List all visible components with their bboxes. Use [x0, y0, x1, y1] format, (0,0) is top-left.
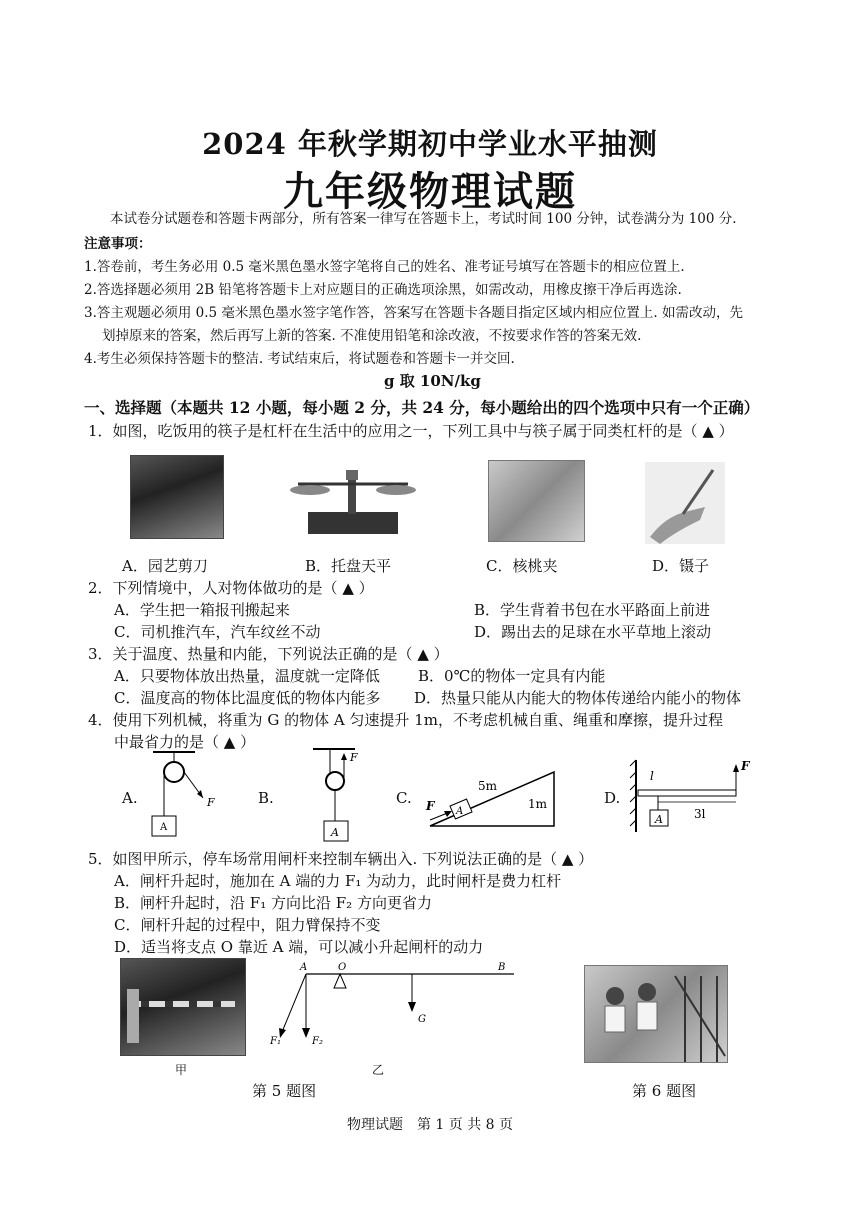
q5-option-a: A．闸杆升起时，施加在 A 端的力 F₁ 为动力，此时闸杆是费力杠杆 [114, 872, 562, 890]
gate-lever-diagram [262, 958, 522, 1058]
q4-label-a: A. [122, 789, 138, 807]
q3-option-a: A．只要物体放出热量，温度就一定降低 [114, 667, 380, 685]
q1-option-a: A．园艺剪刀 [122, 557, 208, 575]
fig5-label-jia: 甲 [175, 1063, 188, 1077]
q3-option-c: C．温度高的物体比温度低的物体内能多 [114, 689, 381, 707]
q5-option-c: C．闸杆升起的过程中，阻力臂保持不变 [114, 916, 381, 934]
q1-option-d: D．镊子 [652, 557, 710, 575]
q3-option-b: B．0℃的物体一定具有内能 [418, 667, 606, 685]
q4-label-b: B. [258, 789, 274, 807]
q3-option-d: D．热量只能从内能大的物体传递给内能小的物体 [414, 689, 742, 707]
fixed-pulley-diagram [145, 748, 235, 848]
incline-diagram [420, 768, 560, 830]
q4-c-block-label: A [456, 806, 464, 817]
nutcracker-image [488, 460, 585, 542]
g-value: g 取 10N/kg [384, 372, 481, 390]
fig5-caption: 第 5 题图 [252, 1082, 317, 1100]
q2-option-b: B．学生背着书包在水平路面上前进 [474, 601, 711, 619]
exam-title: 2024 年秋学期初中学业水平抽测 [202, 127, 658, 161]
note-item: 划掉原来的答案，然后再写上新的答案. 不准使用铅笔和涂改液，不按要求作答的答案无效. [102, 328, 642, 344]
note-item: 2.答选择题必须用 2B 铅笔将答题卡上对应题目的正确选项涂黑，如需改动，用橡皮擦干净后再选涂. [84, 282, 682, 298]
q2-option-d: D．踢出去的足球在水平草地上滚动 [474, 623, 712, 641]
q4-stem: 4．使用下列机械，将重为 G 的物体 A 匀速提升 1m，不考虑机械自重、绳重和摩擦，提升过程 [88, 711, 723, 729]
fig5-label-yi: 乙 [372, 1063, 385, 1077]
q3-stem: 3．关于温度、热量和内能，下列说法正确的是（ ▲ ） [88, 645, 449, 663]
q4-d-short-arm-label: l [650, 769, 654, 783]
q4-a-force-label: F [207, 796, 215, 809]
garden-shears-image [130, 455, 224, 539]
q4-c-length-label: 5m [478, 779, 498, 793]
fig6-caption: 第 6 题图 [632, 1082, 697, 1100]
q4-c-height-label: 1m [528, 797, 548, 811]
q4-b-force-label: F [350, 751, 358, 764]
parking-gate-photo [120, 958, 246, 1056]
q4-b-block-label: A [331, 826, 339, 839]
q1-option-b: B．托盘天平 [305, 557, 392, 575]
q2-stem: 2．下列情境中，人对物体做功的是（ ▲ ） [88, 579, 374, 597]
section-heading: 一、选择题（本题共 12 小题，每小题 2 分，共 24 分，每小题给出的四个选项中只有一个正确） [84, 398, 760, 417]
q5-option-d: D．适当将支点 O 靠近 A 端，可以减小升起闸杆的动力 [114, 938, 484, 956]
fig5-force-f1: F₁ [270, 1036, 281, 1047]
exam-intro: 本试卷分试题卷和答题卡两部分，所有答案一律写在答题卡上，考试时间 100 分钟，试卷满分为 100 分. [110, 211, 737, 227]
q4-d-long-arm-label: 3l [694, 807, 706, 821]
note-item: 1.答卷前，考生务必用 0.5 毫米黑色墨水签字笔将自己的姓名、准考证号填写在答题卡的相应位置上. [84, 259, 685, 275]
lever-diagram [628, 756, 758, 836]
fig5-point-b: B [498, 962, 506, 973]
fig5-force-g: G [418, 1014, 426, 1025]
q4-d-force-label: F [741, 759, 750, 773]
note-item: 4.考生必须保持答题卡的整洁. 考试结束后，将试题卷和答题卡一并交回. [84, 351, 515, 367]
q4-c-force-label: F [426, 799, 435, 813]
note-item: 3.答主观题必须用 0.5 毫米黑色墨水签字笔作答，答案写在答题卡各题目指定区域内相应位置上. 如需改动，先 [84, 305, 744, 321]
fig5-point-o: O [338, 962, 347, 973]
tray-balance-image [288, 462, 418, 540]
q5-option-b: B．闸杆升起时，沿 F₁ 方向比沿 F₂ 方向更省力 [114, 894, 432, 912]
notes-heading: 注意事项： [84, 236, 152, 252]
movable-pulley-diagram [305, 745, 375, 845]
fig5-force-f2: F₂ [312, 1036, 323, 1047]
q1-option-c: C．核桃夹 [486, 557, 558, 575]
tweezers-image [645, 462, 725, 544]
q5-stem: 5．如图甲所示，停车场常用闸杆来控制车辆出入. 下列说法正确的是（ ▲ ） [88, 850, 594, 868]
q4-stem-line2: 中最省力的是（ ▲ ） [114, 733, 256, 751]
exam-subtitle: 九年级物理试题 [283, 168, 577, 215]
students-stairs-photo [584, 965, 728, 1063]
page-footer: 物理试题 第 1 页 共 8 页 [346, 1117, 514, 1133]
q2-option-a: A．学生把一箱报刊搬起来 [114, 601, 290, 619]
q4-d-block-label: A [655, 813, 663, 826]
q4-label-d: D. [604, 789, 621, 807]
fig5-point-a: A [300, 962, 308, 973]
q2-option-c: C．司机推汽车，汽车纹丝不动 [114, 623, 321, 641]
q4-label-c: C. [396, 789, 412, 807]
q1-stem: 1．如图，吃饭用的筷子是杠杆在生活中的应用之一，下列工具中与筷子属于同类杠杆的是（ ▲ ） [88, 422, 734, 440]
q4-a-block-label: A [160, 822, 168, 833]
